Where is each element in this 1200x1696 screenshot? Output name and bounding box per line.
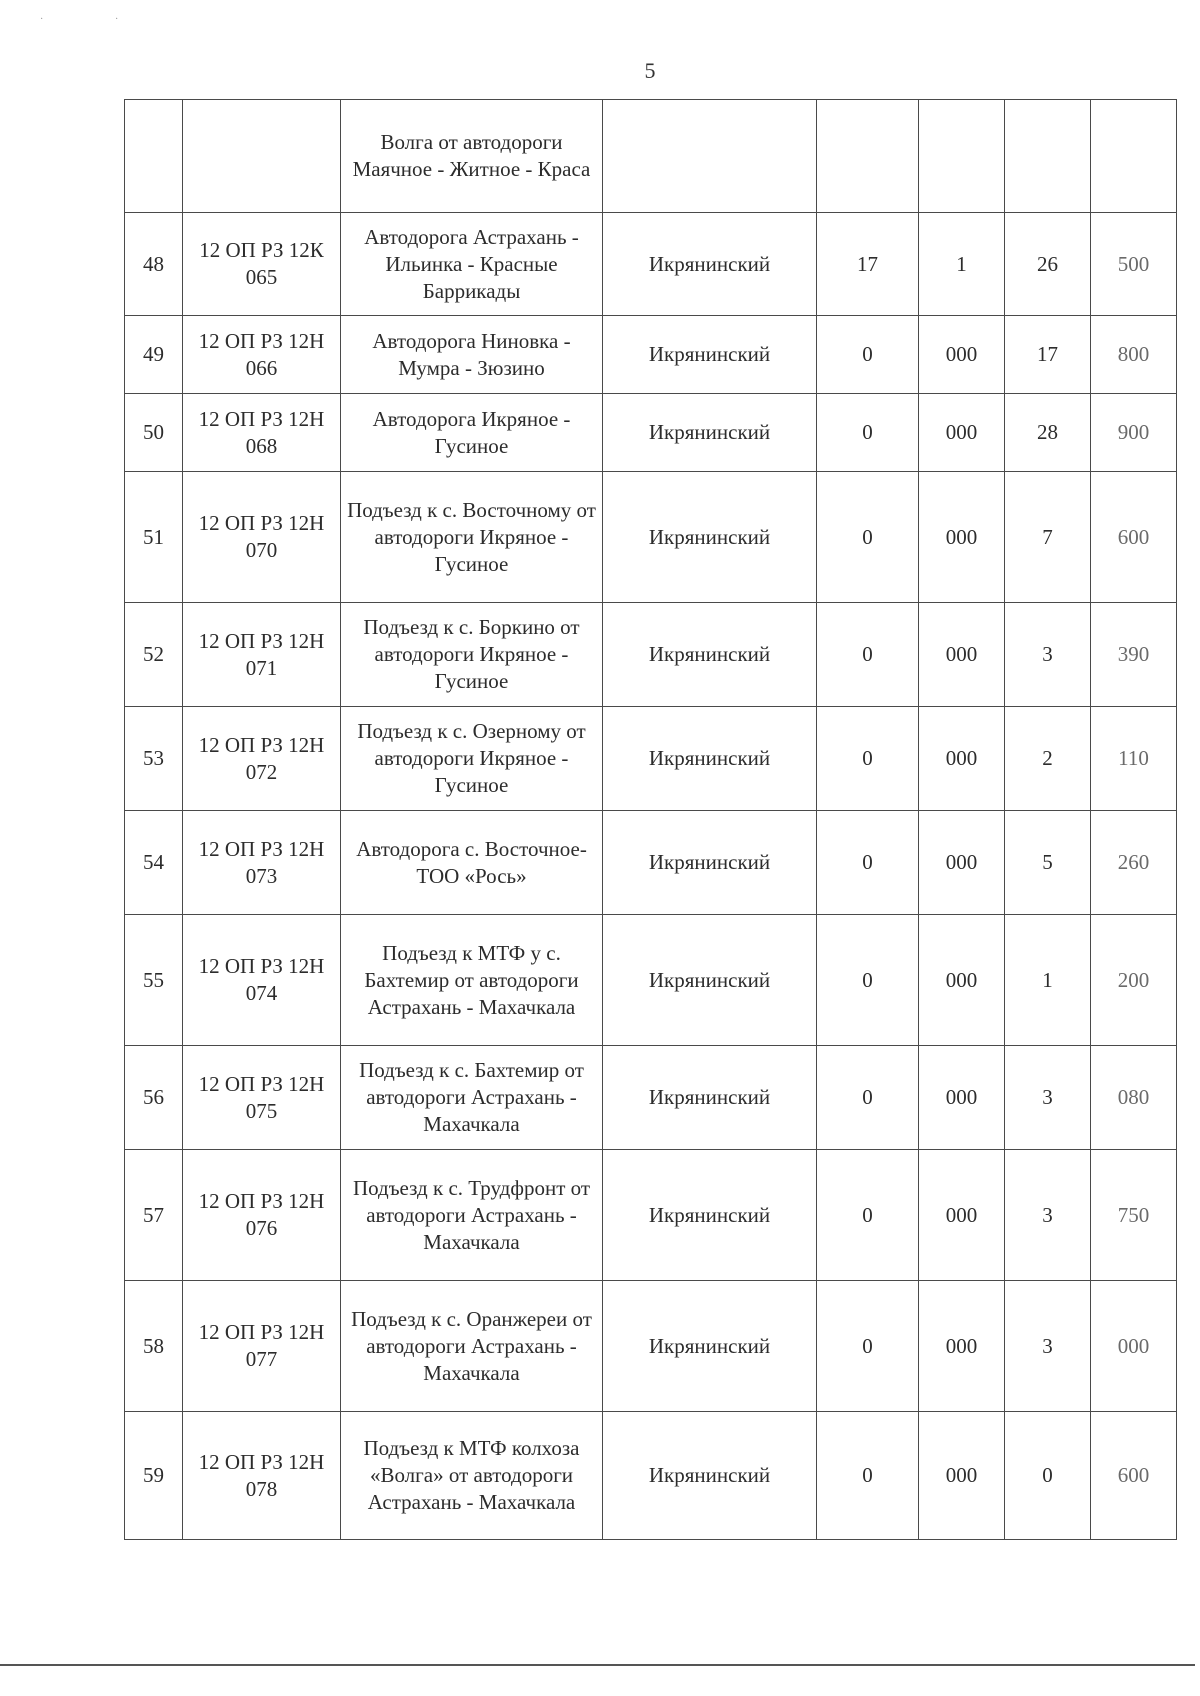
road-name: Подъезд к МТФ колхоза «Волга» от автодороги Астрахань - Махачкала xyxy=(341,1412,603,1540)
district: Икрянинский xyxy=(603,1281,817,1412)
end-m: 110 xyxy=(1091,707,1177,811)
start-km: 0 xyxy=(817,394,919,472)
end-km: 5 xyxy=(1005,811,1091,915)
row-number: 56 xyxy=(125,1046,183,1150)
start-m: 000 xyxy=(919,394,1005,472)
end-m: 600 xyxy=(1091,1412,1177,1540)
end-m: 000 xyxy=(1091,1281,1177,1412)
start-km xyxy=(817,100,919,213)
district: Икрянинский xyxy=(603,707,817,811)
district: Икрянинский xyxy=(603,213,817,316)
road-name: Автодорога Ниновка - Мумра - Зюзино xyxy=(341,316,603,394)
scan-speck: · xyxy=(40,14,44,25)
road-code: 12 ОП РЗ 12Н 071 xyxy=(183,603,341,707)
end-m: 390 xyxy=(1091,603,1177,707)
end-m: 750 xyxy=(1091,1150,1177,1281)
end-m xyxy=(1091,100,1177,213)
road-name: Автодорога Икряное - Гусиное xyxy=(341,394,603,472)
row-number: 55 xyxy=(125,915,183,1046)
road-code: 12 ОП РЗ 12Н 077 xyxy=(183,1281,341,1412)
road-code: 12 ОП РЗ 12Н 075 xyxy=(183,1046,341,1150)
table-row xyxy=(125,915,1177,1046)
end-km: 26 xyxy=(1005,213,1091,316)
end-km: 7 xyxy=(1005,472,1091,603)
start-m: 000 xyxy=(919,1281,1005,1412)
end-m: 260 xyxy=(1091,811,1177,915)
road-name: Подъезд к с. Восточному от автодороги Икряное - Гусиное xyxy=(341,472,603,603)
end-km: 3 xyxy=(1005,1150,1091,1281)
row-number: 50 xyxy=(125,394,183,472)
row-number: 59 xyxy=(125,1412,183,1540)
end-km: 17 xyxy=(1005,316,1091,394)
district: Икрянинский xyxy=(603,811,817,915)
district: Икрянинский xyxy=(603,1412,817,1540)
table-row xyxy=(125,1412,1177,1540)
district: Икрянинский xyxy=(603,603,817,707)
row-number xyxy=(125,100,183,213)
road-name: Автодорога с. Восточное-ТОО «Рось» xyxy=(341,811,603,915)
row-number: 57 xyxy=(125,1150,183,1281)
district: Икрянинский xyxy=(603,394,817,472)
row-number: 51 xyxy=(125,472,183,603)
table-row xyxy=(125,100,1177,213)
road-name: Автодорога Астрахань - Ильинка - Красные Баррикады xyxy=(341,213,603,316)
district: Икрянинский xyxy=(603,316,817,394)
road-name: Подъезд к с. Оранжереи от автодороги Астрахань - Махачкала xyxy=(341,1281,603,1412)
start-m: 000 xyxy=(919,1046,1005,1150)
district: Икрянинский xyxy=(603,1046,817,1150)
road-code: 12 ОП РЗ 12Н 066 xyxy=(183,316,341,394)
row-number: 48 xyxy=(125,213,183,316)
end-m: 900 xyxy=(1091,394,1177,472)
row-number: 54 xyxy=(125,811,183,915)
start-km: 0 xyxy=(817,1281,919,1412)
start-km: 0 xyxy=(817,603,919,707)
start-km: 0 xyxy=(817,811,919,915)
road-code: 12 ОП РЗ 12Н 074 xyxy=(183,915,341,1046)
start-m: 000 xyxy=(919,915,1005,1046)
road-name: Волга от автодороги Маячное - Житное - Краса xyxy=(341,100,603,213)
table-row xyxy=(125,316,1177,394)
scan-speck: · xyxy=(115,14,119,25)
start-km: 0 xyxy=(817,1412,919,1540)
table-row xyxy=(125,394,1177,472)
district: Икрянинский xyxy=(603,1150,817,1281)
row-number: 53 xyxy=(125,707,183,811)
bottom-rule xyxy=(0,1664,1195,1666)
table-row xyxy=(125,1046,1177,1150)
road-name: Подъезд к с. Трудфронт от автодороги Астрахань - Махачкала xyxy=(341,1150,603,1281)
start-m xyxy=(919,100,1005,213)
start-km: 0 xyxy=(817,707,919,811)
start-m: 000 xyxy=(919,472,1005,603)
end-km: 28 xyxy=(1005,394,1091,472)
start-m: 000 xyxy=(919,603,1005,707)
roads-table xyxy=(124,99,1177,1540)
table-row xyxy=(125,707,1177,811)
road-code: 12 ОП РЗ 12Н 070 xyxy=(183,472,341,603)
end-m: 600 xyxy=(1091,472,1177,603)
end-km: 3 xyxy=(1005,1281,1091,1412)
table-row xyxy=(125,1281,1177,1412)
road-code: 12 ОП РЗ 12Н 076 xyxy=(183,1150,341,1281)
end-km: 3 xyxy=(1005,603,1091,707)
road-code: 12 ОП РЗ 12К 065 xyxy=(183,213,341,316)
end-m: 080 xyxy=(1091,1046,1177,1150)
end-km: 1 xyxy=(1005,915,1091,1046)
start-km: 0 xyxy=(817,472,919,603)
row-number: 58 xyxy=(125,1281,183,1412)
end-m: 800 xyxy=(1091,316,1177,394)
end-m: 200 xyxy=(1091,915,1177,1046)
start-km: 0 xyxy=(817,915,919,1046)
road-name: Подъезд к с. Озерному от автодороги Икряное - Гусиное xyxy=(341,707,603,811)
start-m: 000 xyxy=(919,1412,1005,1540)
start-m: 000 xyxy=(919,707,1005,811)
end-km: 3 xyxy=(1005,1046,1091,1150)
road-code: 12 ОП РЗ 12Н 068 xyxy=(183,394,341,472)
district: Икрянинский xyxy=(603,472,817,603)
end-km xyxy=(1005,100,1091,213)
start-km: 17 xyxy=(817,213,919,316)
table-row xyxy=(125,811,1177,915)
end-km: 0 xyxy=(1005,1412,1091,1540)
table-row xyxy=(125,1150,1177,1281)
road-name: Подъезд к с. Боркино от автодороги Икряное - Гусиное xyxy=(341,603,603,707)
row-number: 49 xyxy=(125,316,183,394)
row-number: 52 xyxy=(125,603,183,707)
start-m: 000 xyxy=(919,316,1005,394)
road-code: 12 ОП РЗ 12Н 073 xyxy=(183,811,341,915)
start-km: 0 xyxy=(817,316,919,394)
start-m: 000 xyxy=(919,1150,1005,1281)
start-km: 0 xyxy=(817,1046,919,1150)
start-m: 000 xyxy=(919,811,1005,915)
road-code xyxy=(183,100,341,213)
page-number: 5 xyxy=(644,58,656,83)
start-m: 1 xyxy=(919,213,1005,316)
road-code: 12 ОП РЗ 12Н 072 xyxy=(183,707,341,811)
end-m: 500 xyxy=(1091,213,1177,316)
district: Икрянинский xyxy=(603,915,817,1046)
table-row xyxy=(125,213,1177,316)
start-km: 0 xyxy=(817,1150,919,1281)
road-code: 12 ОП РЗ 12Н 078 xyxy=(183,1412,341,1540)
table-row xyxy=(125,603,1177,707)
road-name: Подъезд к с. Бахтемир от автодороги Астрахань - Махачкала xyxy=(341,1046,603,1150)
district xyxy=(603,100,817,213)
table-row xyxy=(125,472,1177,603)
end-km: 2 xyxy=(1005,707,1091,811)
road-name: Подъезд к МТФ у с. Бахтемир от автодороги Астрахань - Махачкала xyxy=(341,915,603,1046)
